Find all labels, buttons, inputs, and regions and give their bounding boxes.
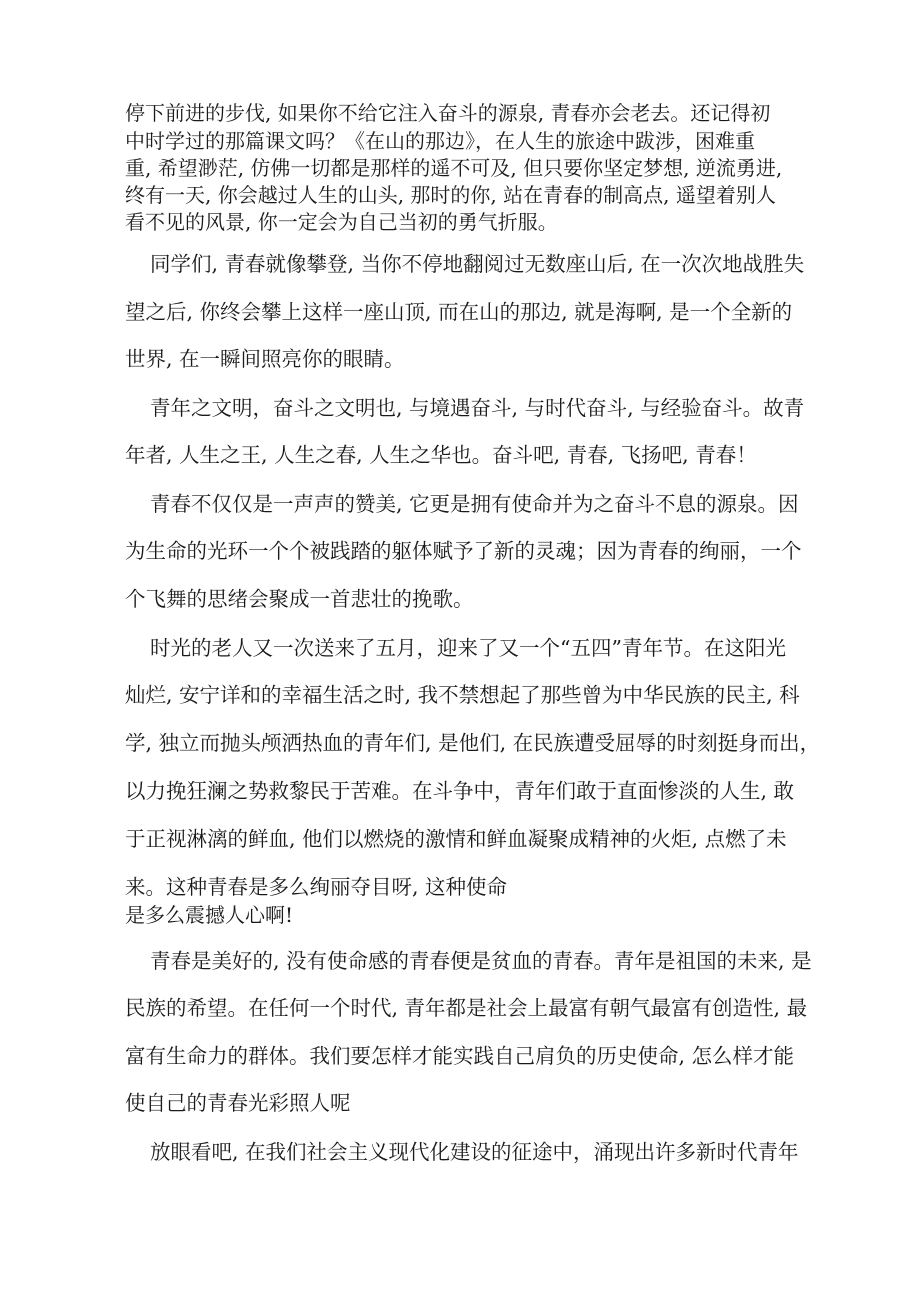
- text-line: 同学们, 青春就像攀登, 当你不停地翻阅过无数座山后, 在一次次地战胜失: [150, 252, 805, 276]
- text-line: 以力挽狂澜之势救黎民于苦难。在斗争中，青年们敢于直面惨淡的人生, 敢: [125, 779, 795, 803]
- text-line: 青年之文明，奋斗之文明也, 与境遇奋斗, 与时代奋斗, 与经验奋斗。故青: [150, 396, 805, 420]
- text-line: 使自己的青春光彩照人呢: [125, 1091, 351, 1115]
- text-line: 个飞舞的思绪会聚成一首悲壮的挽歌。: [125, 587, 474, 611]
- text-line: 来。这种青春是多么绚丽夺目呀, 这种使命: [125, 875, 508, 899]
- text-line: 中时学过的那篇课文吗？《在山的那边》，在人生的旅途中跋涉，困难重: [125, 129, 755, 153]
- text-line: 时光的老人又一次送来了五月，迎来了又一个“五四”青年节。在这阳光: [150, 636, 786, 660]
- text-line: 灿烂, 安宁详和的幸福生活之时, 我不禁想起了那些曾为中华民族的民主, 科: [125, 683, 800, 707]
- text-line: 望之后, 你终会攀上这样一座山顶, 而在山的那边, 就是海啊, 是一个全新的: [125, 300, 793, 324]
- text-line: 青春不仅仅是一声声的赞美, 它更是拥有使命并为之奋斗不息的源泉。因: [150, 492, 799, 516]
- text-line: 看不见的风景, 你一定会为自己当初的勇气折服。: [125, 210, 558, 234]
- text-line: 是多么震撼人心啊!: [125, 903, 294, 927]
- text-line: 放眼看吧, 在我们社会主义现代化建设的征途中，涌现出许多新时代青年: [150, 1140, 799, 1164]
- text-line: 世界, 在一瞬间照亮你的眼睛。: [125, 347, 405, 371]
- text-line: 学, 独立而抛头颅洒热血的青年们, 是他们, 在民族遭受屈辱的时刻挺身而出，: [125, 731, 821, 755]
- text-line: 年者, 人生之王, 人生之春, 人生之华也。奋斗吧, 青春, 飞扬吧, 青春！: [125, 443, 757, 467]
- text-line: 青春是美好的, 没有使命感的青春便是贫血的青春。青年是祖国的未来, 是: [150, 949, 812, 973]
- text-line: 于正视淋漓的鲜血, 他们以燃烧的激情和鲜血凝聚成精神的火炬, 点燃了未: [125, 827, 787, 851]
- text-line: 重, 希望渺茫, 仿佛一切都是那样的遥不可及, 但只要你坚定梦想, 逆流勇进,: [125, 156, 783, 180]
- text-line: 停下前进的步伐, 如果你不给它注入奋斗的源泉, 青春亦会老去。还记得初: [125, 101, 771, 125]
- text-line: 民族的希望。在任何一个时代, 青年都是社会上最富有朝气最富有创造性, 最: [125, 996, 808, 1020]
- text-line: 为生命的光环一个个被践踏的躯体赋予了新的灵魂；因为青春的绚丽，一个: [125, 539, 802, 563]
- text-line: 终有一天, 你会越过人生的山头, 那时的你, 站在青春的制高点, 遥望着别人: [125, 183, 776, 207]
- text-line: 富有生命力的群体。我们要怎样才能实践自己肩负的历史使命, 怎么样才能: [125, 1044, 795, 1068]
